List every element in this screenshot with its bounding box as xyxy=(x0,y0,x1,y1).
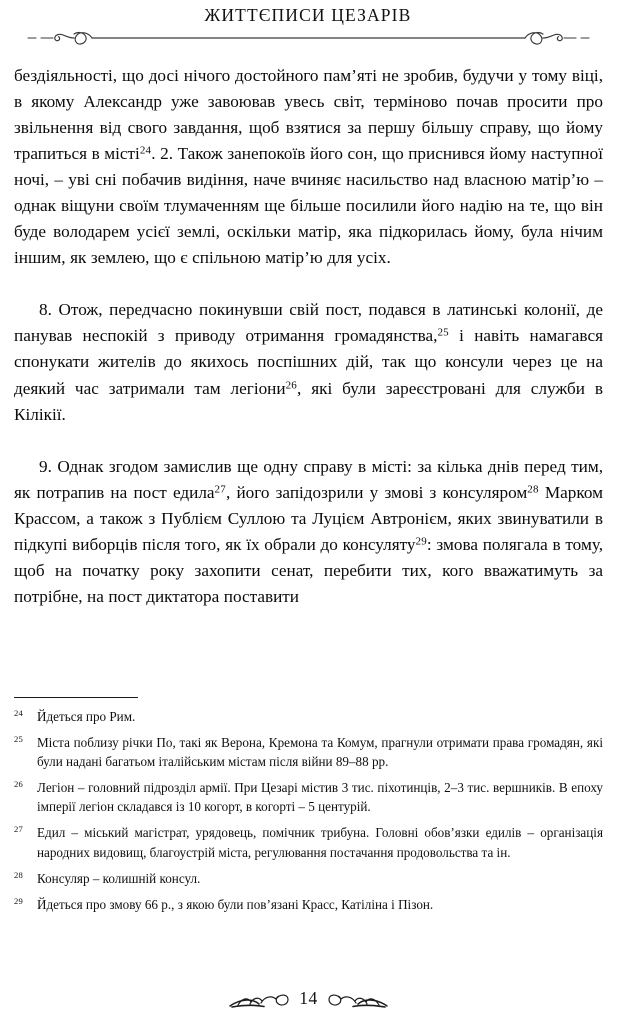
footnote-number: 28 xyxy=(14,869,23,880)
footnote-number: 26 xyxy=(14,779,23,790)
running-head xyxy=(14,6,602,24)
footnote-number: 24 xyxy=(14,708,23,718)
footnote-27 xyxy=(14,823,603,861)
footnote-number: 27 xyxy=(14,824,23,835)
footnote-text: Едил – міський магістрат, урядовець, помічник трибуна. Головні обов’язки едилів – організація народних видовищ, благоустрій міста, регулювання постачання продовольства та ін. xyxy=(37,825,603,860)
paragraph-continued: бездіяльності, що досі нічого достойного пам’яті не зробив, будучи у тому віці, в якому Александр уже завоював увесь світ, терміново почав просити про звільнення від свого завдання, щоб взятися за першу більшу справу, що йому трапиться в місті$^{24}$. 2. Також занепокоїв його сон, що приснився йому наступної ночі, – уві сні побачив видіння, наче вчиняє насильство над власною матір’ю – однак віщуни своїм тлумаченням ще більше посилили його надію на те, що він буде володарем усієї землі, оскільки матір, яка підкорилась йому, була нічим іншим, як землею, що є спільною матір’ю для усіх. xyxy=(14,66,603,268)
footnote-reference-27[interactable]: 27 xyxy=(214,482,226,495)
footnote-reference-25[interactable]: 25 xyxy=(437,326,449,339)
footnote-25 xyxy=(14,733,603,771)
footnote-reference-24[interactable]: 24 xyxy=(139,144,152,157)
footnote-reference-26[interactable]: 26 xyxy=(285,378,297,391)
paragraph-8: 8. Отож, передчасно покинувши свій пост, подався в латинські колонії, де панував неспокій з приводу отримання громадянства,$^{25}$ і навіть намагався спонукати жителів до якихось поспішних дій, так що консули через це на деякий час затримали там легіони$^{26}$, які були зареєстровані для служби в Кілікії. xyxy=(14,300,603,424)
page-number: 14 xyxy=(299,988,318,1009)
footnote-24 xyxy=(14,707,603,726)
footnote-block xyxy=(14,697,603,914)
footnote-text: Йдеться про Рим. xyxy=(37,709,136,724)
header-ornament-rule xyxy=(14,26,603,50)
footnote-number: 25 xyxy=(14,734,23,745)
footnote-text: Консуляр – колишній консул. xyxy=(37,870,201,886)
paragraph-9: 9. Однак згодом замислив ще одну справу в місті: за кілька днів перед тим, як потрапив на пост едила$^{27}$, його запідозрили у змові з консуляром$^{28}$ Марком Крассом, а також з Публієм Суллою та Луцієм Автронієм, яких звинуватили в підкупі виборців після того, як їх обрали до консуляту$^{29}$: змова полягала в тому, щоб на початку року захопити сенат, перебити тих, кого вважатимуть за потрібне, на пост диктатора поставити xyxy=(14,456,603,606)
footnote-reference-29[interactable]: 29 xyxy=(415,535,427,548)
footnote-29 xyxy=(14,895,603,914)
footnote-list xyxy=(14,707,603,914)
body-text-column xyxy=(14,63,603,610)
footnote-text: Міста поблизу річки По, такі як Верона, Кремона та Комум, прагнули отримати права громадян, які були надані багатьом італійським містам після війни 89–88 рр. xyxy=(37,735,603,770)
footnote-separator-rule xyxy=(14,697,138,698)
footnote-28 xyxy=(14,869,603,888)
footnote-26 xyxy=(14,778,603,816)
running-head-title: ЖИТТЄПИСИ ЦЕЗАРІВ xyxy=(204,5,412,25)
footnote-number: 29 xyxy=(14,895,23,906)
footnote-text: Йдеться про змову 66 р., з якою були пов’язані Красс, Катіліна і Пізон. xyxy=(37,896,434,912)
folio xyxy=(0,988,617,1010)
flourish-left-ornament-icon xyxy=(228,988,290,1010)
footnote-text: Легіон – головний підрозділ армії. При Цезарі містив 3 тис. піхотинців, 2–3 тис. вершників. В епоху імперії легіон складався із 10 когорт, в когорті – 5 центурій. xyxy=(37,780,603,815)
footnote-reference-28[interactable]: 28 xyxy=(527,482,539,495)
filigree-horizontal-rule-icon xyxy=(14,26,603,50)
flourish-right-ornament-icon xyxy=(327,988,389,1010)
